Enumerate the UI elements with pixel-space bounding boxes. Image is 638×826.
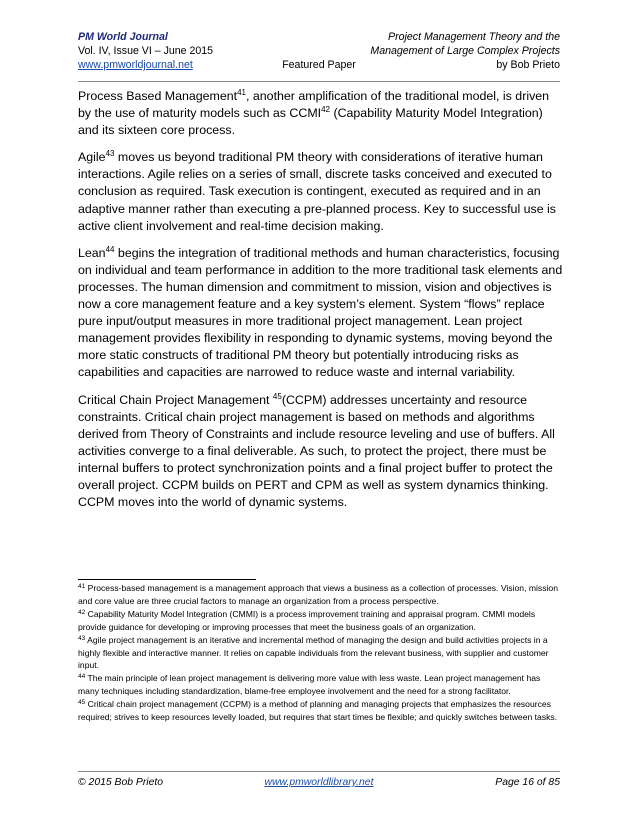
paper-title-line-2: Management of Large Complex Projects xyxy=(370,45,560,57)
paragraph-process-based-management: Process Based Management$^{41}$, another amplification of the traditional model, is driven by the use of maturity models such as CCMI$^{42}$ (Capability Maturity Model Integration) and its sixteen core process. xyxy=(78,88,550,138)
footnotes xyxy=(78,582,563,724)
footnote-43: $^{43}$ Agile project management is an iterative and incremental method of managing the design and build activities projects in a highly flexible and interactive manner. It relies on capable individuals from the relevant business, with supplier and customer input. xyxy=(78,634,549,671)
footnote-ref-41[interactable]: 41 xyxy=(237,88,247,97)
footnote-divider xyxy=(78,579,256,580)
library-website-link[interactable]: www.pmworldlibrary.net xyxy=(264,777,374,788)
main-text xyxy=(78,88,563,521)
footnote-44: $^{44}$ The main principle of lean project management is delivering more value with less waste. Lean project management has many techniques including standardization, blame-free employee involvement and the need for a strong facilitator. xyxy=(78,673,541,697)
section-label: Featured Paper xyxy=(282,59,356,71)
page-number: Page 16 of 85 xyxy=(495,777,560,788)
header-divider xyxy=(78,81,560,82)
footnote-ref-44[interactable]: 44 xyxy=(105,244,115,254)
footer-divider xyxy=(78,771,560,772)
page-header xyxy=(78,30,560,72)
footnote-ref-43[interactable]: 43 xyxy=(105,149,115,159)
author-byline: by Bob Prieto xyxy=(496,59,560,71)
journal-title: PM World Journal xyxy=(78,31,168,43)
footnote-41: $^{41}$ Process-based management is a management approach that views a business as a collection of processes. Vision, mission and core value are three crucial factors to manage an organization from a process perspective. xyxy=(78,583,558,606)
footer-copyright: © 2015 Bob Prieto xyxy=(78,777,164,788)
paragraph-lean: Lean$^{44}$ begins the integration of traditional methods and human characteristics, focusing on individual and team performance in addition to the more traditional task elements and processes. The human dimension and commitment to mission, vision and objectives is now a core management feature and a key system’s element. System “flows” replace pure input/output measures in more traditional project management. Lean project management provides flexibility in responding to dynamic systems, moving beyond the more static constructs of traditional PM theory but potentially introducing risks as capabilities and capacities are narrowed to reduce waste and internal variability. xyxy=(78,244,563,380)
footnote-ref-45[interactable]: 45 xyxy=(272,391,282,401)
issue-info: Vol. IV, Issue VI – June 2015 xyxy=(78,45,214,57)
footnote-42: $^{42}$ Capability Maturity Model Integration (CMMI) is a process improvement training and appraisal program. CMMI models provide guidance for developing or improving processes that meet the business goals of an organization. xyxy=(78,608,536,632)
footnote-ref-42[interactable]: 42 xyxy=(321,105,330,115)
paper-title-line-1: Project Management Theory and the xyxy=(388,31,560,43)
journal-website-link[interactable]: www.pmworldjournal.net xyxy=(78,59,193,71)
page-footer xyxy=(78,777,560,791)
footnote-45: $^{45}$ Critical chain project management (CCPM) is a method of planning and managing projects that emphasizes the resources required; strives to keep resources levelly loaded, but requires that start times be flexible; and quickly switches between tasks. xyxy=(78,699,558,723)
paragraph-ccpm: Critical Chain Project Management $^{45}$(CCPM) addresses uncertainty and resource constraints. Critical chain project management is based on methods and algorithms derived from Theory of Constraints and include resource leveling and use of buffers. All activities converge to a final deliverable. As such, to protect the project, there must be internal buffers to protect synchronization points and a final project buffer to protect the overall project. CCPM builds on PERT and CPM as well as system dynamics thinking. CCPM moves into the world of dynamic systems. xyxy=(78,391,555,510)
paragraph-agile: Agile$^{43}$ moves us beyond traditional PM theory with considerations of iterative human interactions. Agile relies on a series of small, discrete tasks conceived and executed to conclusion as required. Task execution is contingent, executed as required and in an adaptive manner rather than executing a pre-planned process. Key to successful use is active client involvement and real-time decision making. xyxy=(78,149,557,233)
